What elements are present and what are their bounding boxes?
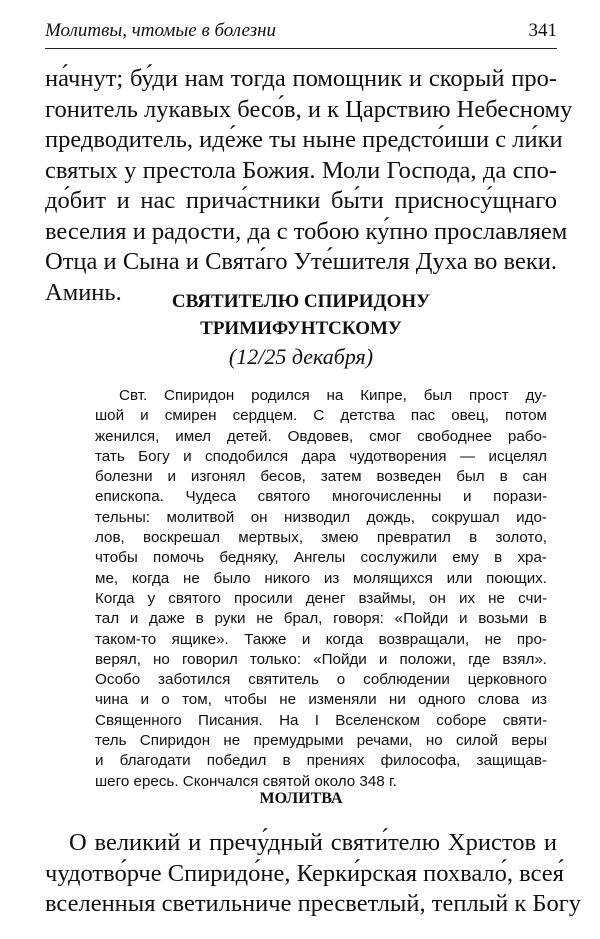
text-line: Когда у святого просили денег взаймы, он их не счи- [95,589,547,607]
running-header [45,18,557,49]
text-line: тать Богу и сподобился дара чудотворения — исцелял [95,447,547,465]
text-line: чудотво́рче Спиридо́не, Керки́рская похвало́, всея́ [45,859,564,887]
section-title [45,288,557,342]
text-line: таком-то ящике». Также и когда возвращали, не про- [95,630,547,648]
text-line: ме, когда не было никого из молящихся или поющих. [95,569,547,587]
section-date: (12/25 декабря) [228,344,374,369]
running-title: Молитвы, чтомые в болезни [45,20,277,41]
text-line: и благодати победил в прениях философа, защищав- [95,752,547,770]
section-title-line-1: СВЯТИТЕЛЮ СПИРИДОНУ [171,291,431,312]
life-text [95,386,547,792]
text-line: чина и о том, чтобы не изменяли ни одного слова из [95,691,547,709]
text-line: епископа. Чудеса святого многочисленны и порази- [95,488,547,506]
text-line: тал и даже в руки не брал, говоря: «Пойди и возьми в [95,610,547,628]
text-line: тель Спиридон не премудрыми речами, но силой веры [95,732,547,750]
prayer-title: МОЛИТВА [259,790,343,807]
text-line: Свт. Спиридон родился на Кипре, был прост ду- [119,387,547,404]
text-line: Отца и Сына и Свята́го Уте́шителя Духа во веки. [45,248,557,275]
text-line: Особо заботился святитель о соблюдении церковного [95,671,547,689]
text-line: Аминь. [45,278,122,306]
text-line: Священного Писания. На I Вселенском соборе святи- [95,711,547,729]
text-line: на́чнут; бу́ди нам тогда помощник и скорый про- [45,65,557,92]
text-line: тельны: молитвой он низводил дождь, сокрушал идо- [95,508,547,526]
text-line: шего ересь. Скончался святой около 348 г. [95,772,397,790]
paragraph-top [45,64,573,308]
text-line: до́бит и нас прича́стники бы́ти присносу́щнаго [45,187,557,214]
text-line: О великий и пречу́дный святи́телю Христов и [69,829,557,856]
text-line: шой и смирен сердцем. С детства пас овец, потом [95,407,547,425]
text-line: женился, имел детей. Овдовев, смог свободнее рабо- [95,427,547,445]
text-line: лов, воскрешал мертвых, змею превратил в золото, [95,529,547,547]
prayer-text [45,828,582,920]
text-line: верял, но говорил только: «Пойди и положи, где взял». [95,650,547,668]
text-line: святых у престола Божия. Моли Господа, да спо- [45,156,557,184]
text-line: предводитель, иде́же ты ныне предсто́иши с ли́ки [45,126,563,153]
text-line: чтобы помочь бедняку, Ангелы сослужили ему в хра- [95,549,547,567]
page-number: 341 [528,20,557,41]
text-line: гонитель лукавых бесо́в, и к Царствию Небесному [45,95,573,123]
text-line: веселия и радости, да с тобою ку́пно прославляем [45,217,568,245]
text-line: болезни и изгонял бесов, затем возведен был в сан [95,468,547,486]
section-title-line-2: ТРИМИФУНТСКОМУ [200,318,402,339]
text-line: вселенныя светильниче пресветлый, теплый к Богу [45,890,582,917]
